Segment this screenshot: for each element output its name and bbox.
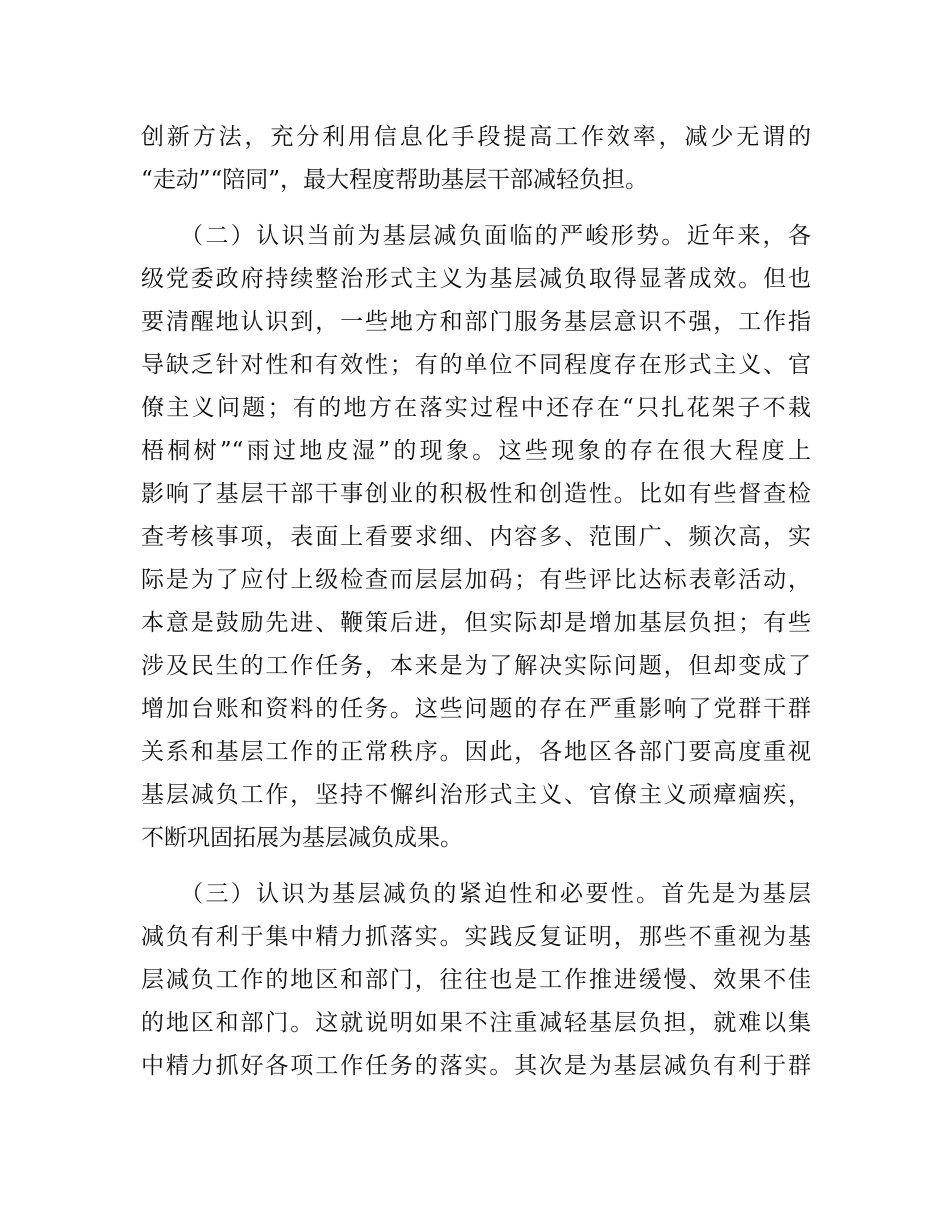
text-line: 减负有利于集中精力抓落实。实践反复证明，那些不重视为基 <box>141 924 811 950</box>
text-line: 影响了基层干部干事创业的积极性和创造性。比如有些督查检 <box>141 481 811 507</box>
text-line: 导缺乏针对性和有效性；有的单位不同程度存在形式主义、官 <box>141 352 811 378</box>
text-line: 际是为了应付上级检查而层层加码；有些评比达标表彰活动， <box>141 567 811 593</box>
text-line: 创新方法，充分利用信息化手段提高工作效率，减少无谓的 <box>141 124 811 150</box>
text-line: 级党委政府持续整治形式主义为基层减负取得显著成效。但也 <box>141 266 811 292</box>
text-line: 本意是鼓励先进、鞭策后进，但实际却是增加基层负担；有些 <box>141 610 811 636</box>
text-line: 查考核事项，表面上看要求细、内容多、范围广、频次高，实 <box>141 524 811 550</box>
paragraph-3 <box>141 873 811 1088</box>
text-line: 梧桐树”“雨过地皮湿”的现象。这些现象的存在很大程度上 <box>141 438 811 464</box>
text-line: （二）认识当前为基层减负面临的严峻形势。近年来，各 <box>141 223 811 249</box>
text-line: “走动”“陪同”，最大程度帮助基层干部减轻负担。 <box>141 167 649 193</box>
text-line: 关系和基层工作的正常秩序。因此，各地区各部门要高度重视 <box>141 739 811 765</box>
text-line: 不断巩固拓展为基层减负成果。 <box>141 825 463 851</box>
paragraph-2 <box>141 215 811 860</box>
text-line: 层减负工作的地区和部门，往往也是工作推进缓慢、效果不佳 <box>141 967 811 993</box>
text-line: 的地区和部门。这就说明如果不注重减轻基层负担，就难以集 <box>141 1010 811 1036</box>
text-line: （三）认识为基层减负的紧迫性和必要性。首先是为基层 <box>141 881 811 907</box>
text-line: 中精力抓好各项工作任务的落实。其次是为基层减负有利于群 <box>141 1053 811 1079</box>
text-line: 增加台账和资料的任务。这些问题的存在严重影响了党群干群 <box>141 696 811 722</box>
text-line: 涉及民生的工作任务，本来是为了解决实际问题，但却变成了 <box>141 653 811 679</box>
text-line: 僚主义问题；有的地方在落实过程中还存在“只扎花架子不栽 <box>141 395 811 421</box>
paragraph-1 <box>141 116 811 202</box>
text-line: 要清醒地认识到，一些地方和部门服务基层意识不强，工作指 <box>141 309 811 335</box>
text-line: 基层减负工作，坚持不懈纠治形式主义、官僚主义顽瘴痼疾， <box>141 782 811 808</box>
document-body <box>141 116 811 1088</box>
